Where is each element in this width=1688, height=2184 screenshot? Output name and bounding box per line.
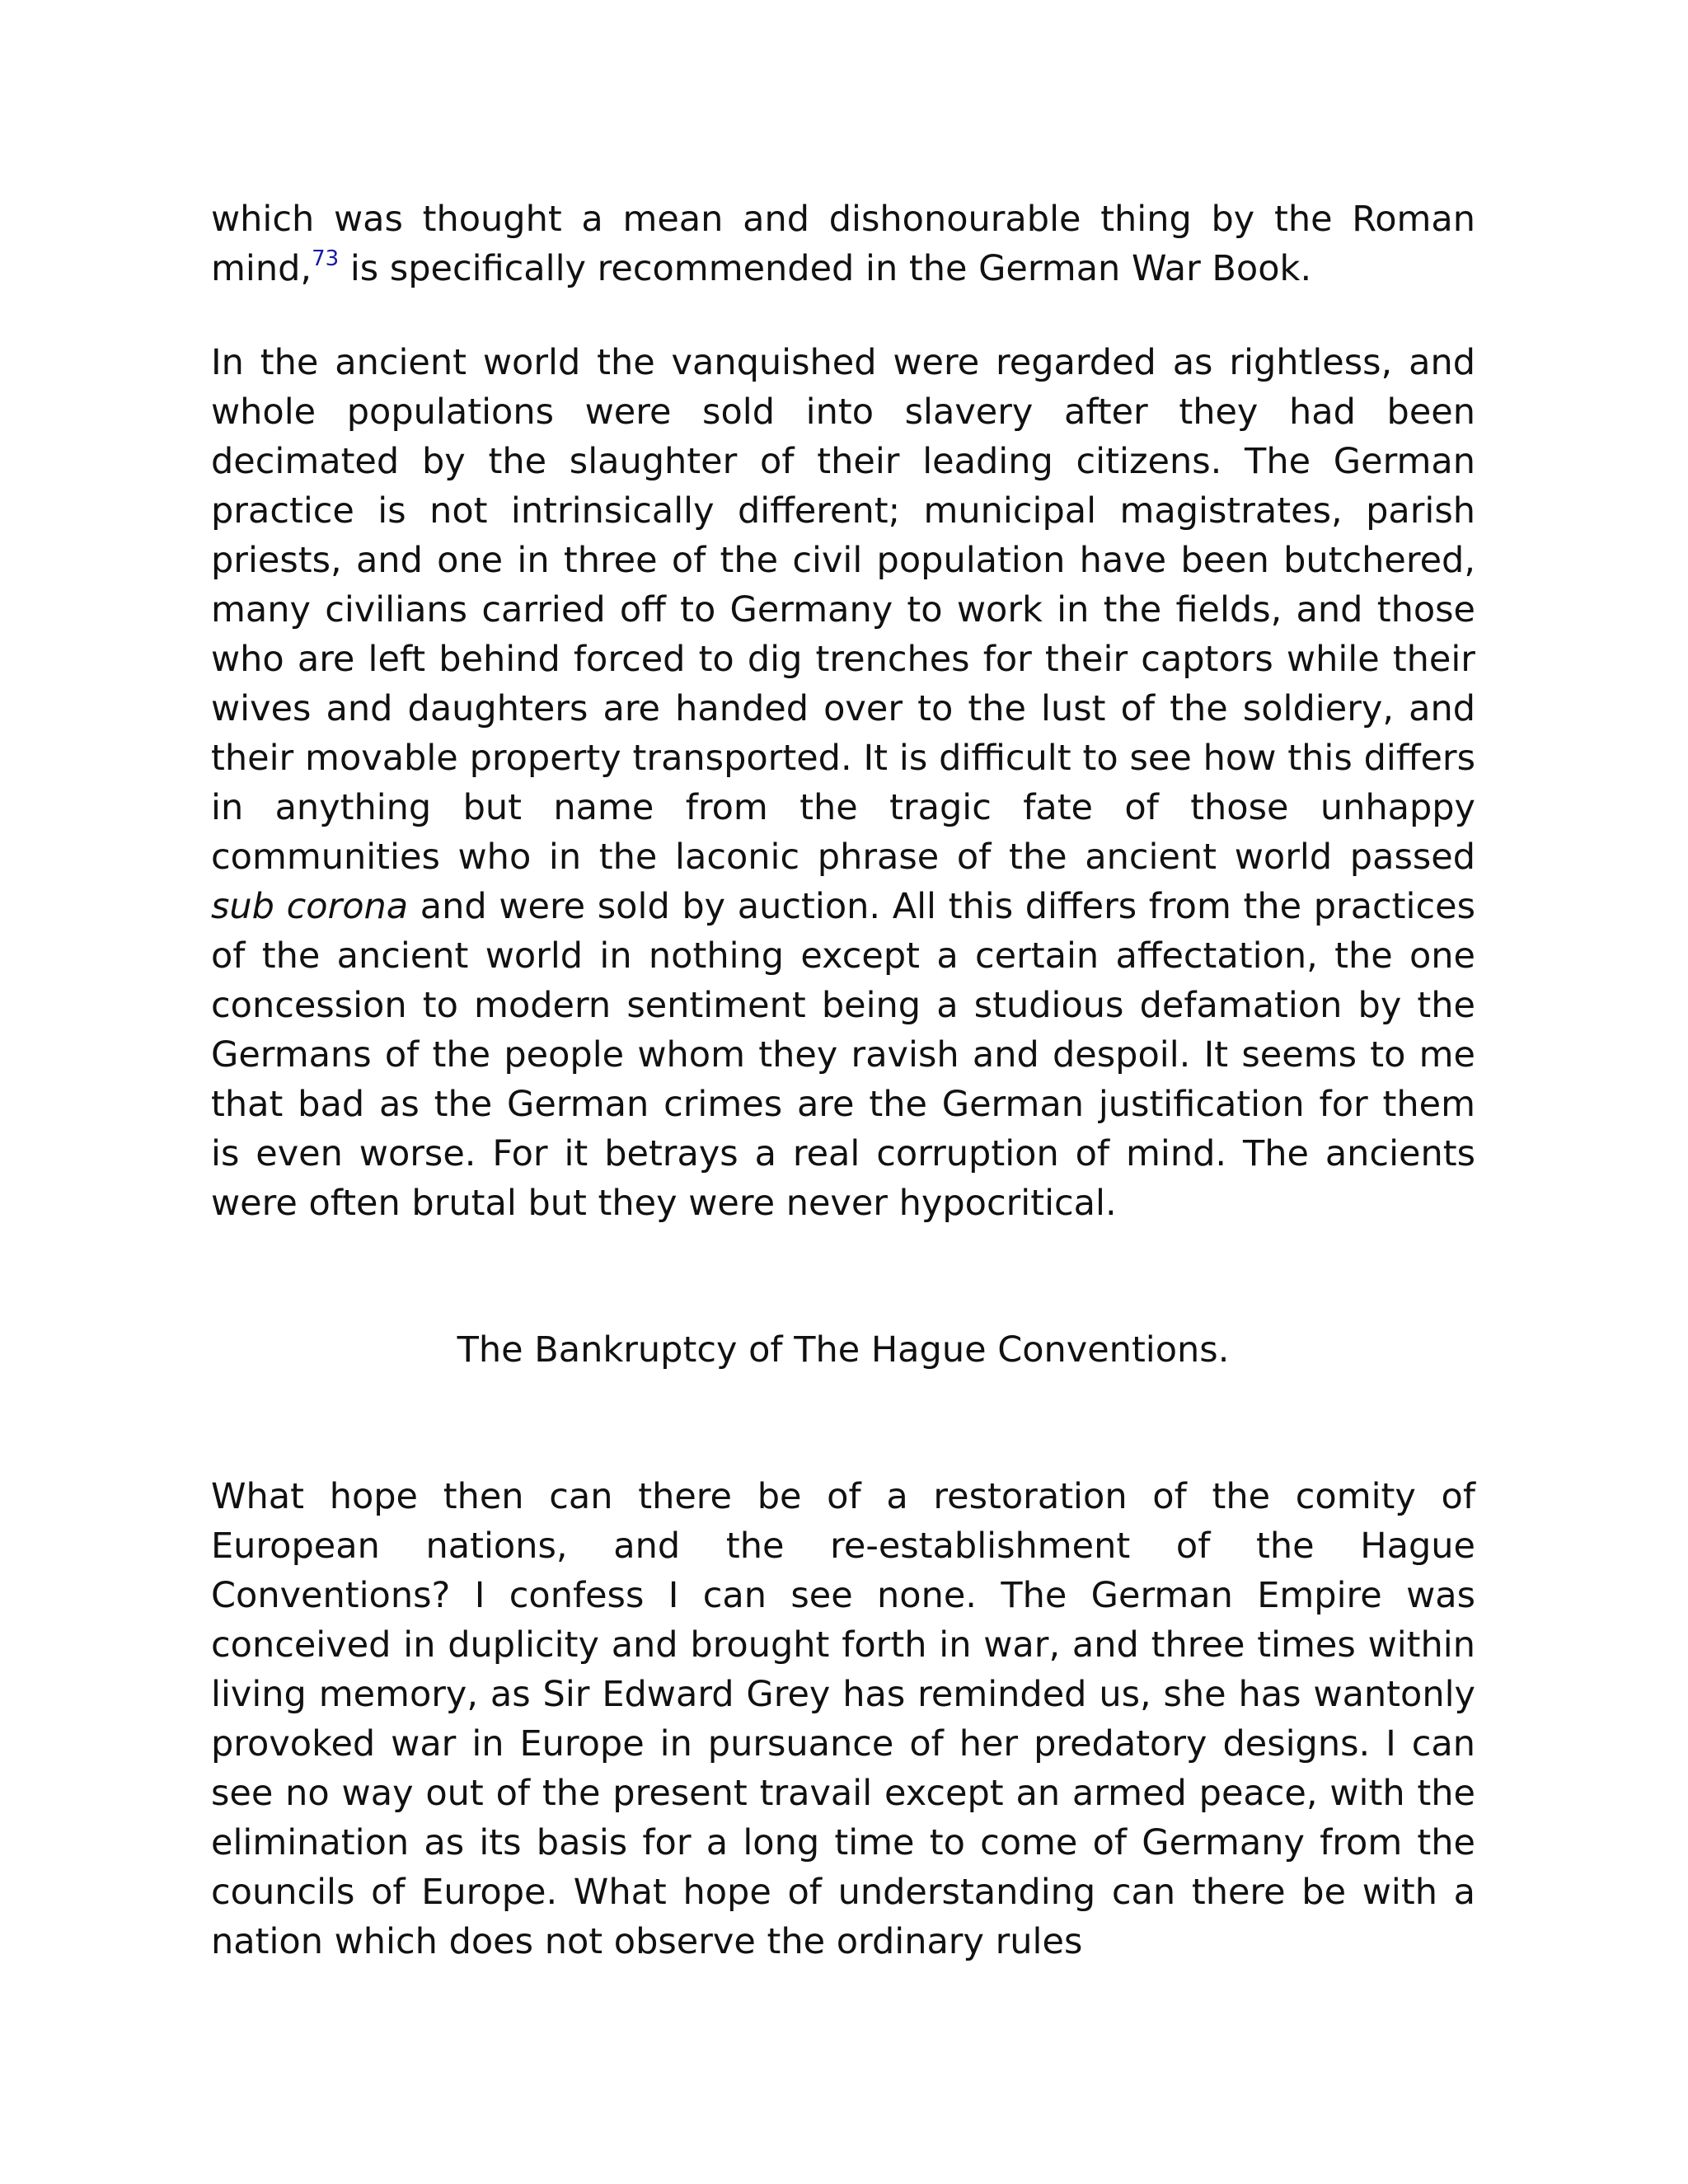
paragraph-hague-conventions: What hope then can there be of a restoration of the comity of European nations, and the re-establishment of the Hague Conventions? I confess I can see none. The German Empire was conceived in duplicity and brought forth in war, and three times within living memory, as Sir Edward Grey has reminded us, she has wantonly provoked war in Europe in pursuance of her predatory designs. I can see no way out of the present travail except an armed peace, with the elimination as its basis for a long time to come of Germany from the councils of Europe. What hope of understanding can there be with a nation which does not observe the ordinary rules (211, 1476, 1475, 1962)
paragraph-roman-mind (211, 194, 1475, 293)
footnote-reference-link[interactable]: 73 (312, 246, 340, 271)
italic-phrase: sub corona (211, 886, 409, 927)
paragraph-text-part: is specifically recommended in the German War Book. (339, 248, 1312, 289)
section-heading: The Bankruptcy of The Hague Conventions. (457, 1329, 1230, 1371)
paragraph-ancient-world (211, 338, 1475, 1228)
paragraph-text-part: In the ancient world the vanquished were regarded as rightless, and whole populations were sold into slavery after they had been decimated by the slaughter of their leading citizens. The German practice is not intrinsically different; municipal magistrates, parish priests, and one in three of the civil population have been butchered, many civilians carried off to Germany to work in the fields, and those who are left behind forced to dig trenches for their captors while their wives and daughters are handed over to the lust of the soldiery, and their movable property transported. It is difficult to see how this differs in anything but name from the tragic fate of those unhappy communities who in the laconic phrase of the ancient world passed (211, 342, 1475, 878)
paragraph-text-part: and were sold by auction. All this differs from the practices of the ancient world in nothing except a certain affectation, the one concession to modern sentiment being a studious defamation by the Germans of the people whom they ravish and despoil. It seems to me that bad as the German crimes are the German justification for them is even worse. For it betrays a real corruption of mind. The ancients were often brutal but they were never hypocritical. (211, 886, 1475, 1224)
paragraph-text-part: which was thought a mean and dishonourable thing by the Roman mind, (211, 199, 1475, 289)
document-page (211, 194, 1475, 1966)
